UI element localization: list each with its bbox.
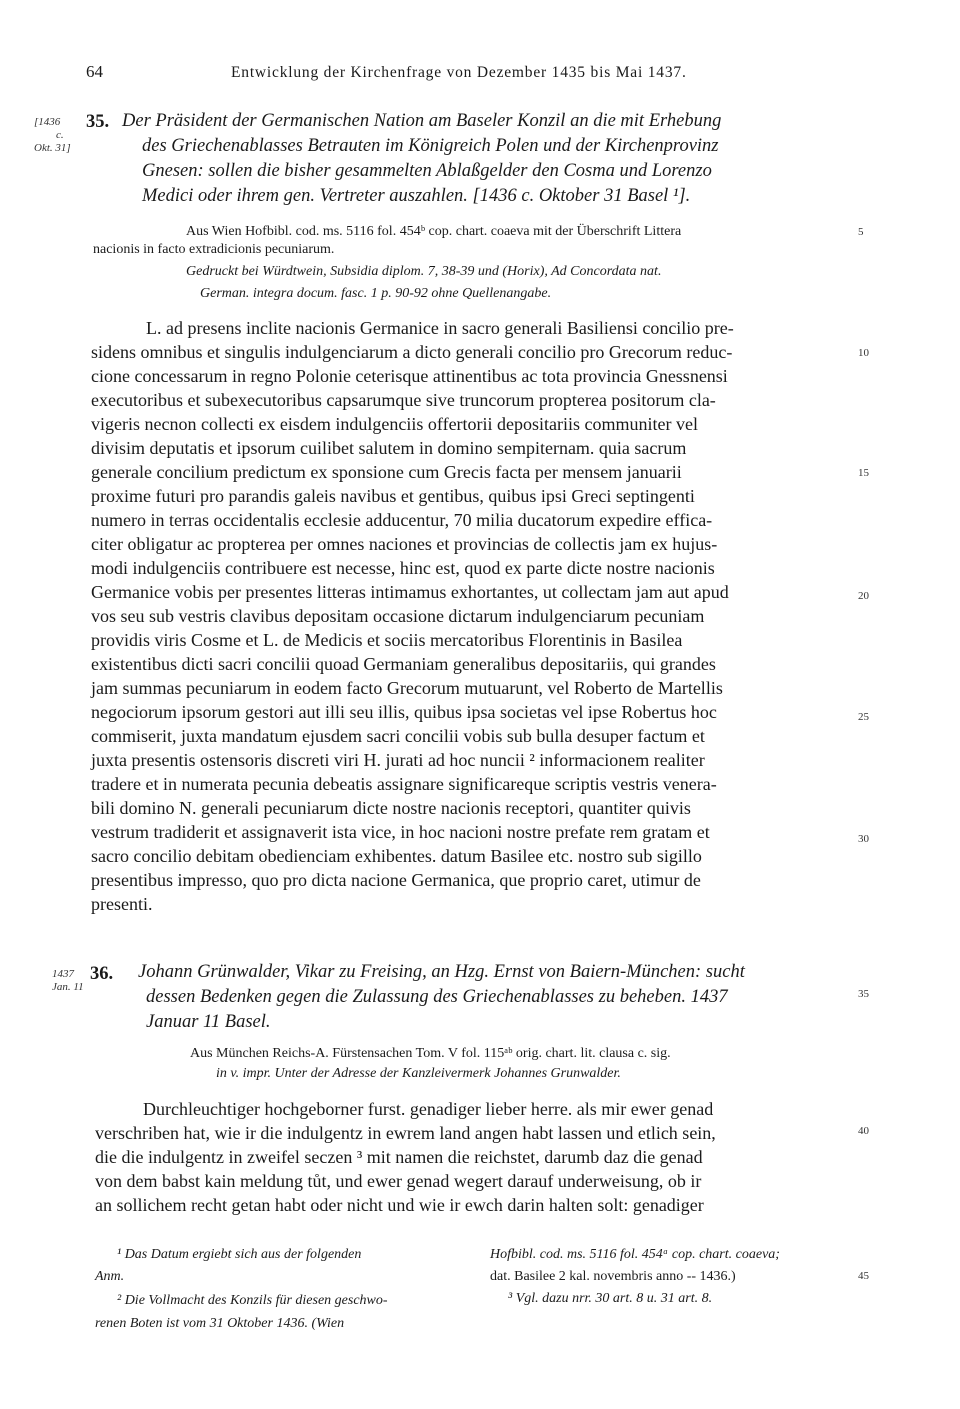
page-number: 64: [86, 62, 103, 81]
footnotes-left: ¹ Das Datum ergiebt sich aus der folgenden Anm. ² Die Vollmacht des Konzils für diesen geschwo- renen Boten ist vom 31 Oktober 1436. (Wien: [95, 1247, 388, 1331]
doc35-margin-date: [1436 c. Okt. 31]: [34, 116, 71, 154]
running-head: [0, 62, 960, 88]
doc36-number: 36.: [90, 964, 114, 984]
doc35-text: L. ad presens inclite nacionis Germanice in sacro generali Basiliensi concilio pre- sidens omnibus et singulis indulgenciarum a dicto generali concilio pro Grecorum reduc- cione concessarum in regno Polonie ceterisque attinentibus ac tota provincia Gnessnensi executoribus et subexecutoribus capsarumque sive truncorum propterea positorum cla- vigeris necnon collecti ex eisdem indulgenciis offertorii depositariis communiter vel divisim deputatis et ipsorum cuilibet salutem in domino sempiternam. quia sacrum generale concilium predictum ex sponsione cum Grecis facta per mensem januarii proxime futuri pro parandis galeis navibus et gentibus, quibus ipsi Greci septingenti numero in terras occidentalis ecclesie adducentur, 70 milia ducatorum expedire effica- citer obligatur ac propterea per omnes naciones et provincias de collectis jam ex hujus- modi indulgenciis contribuere est necesse, hinc est, quod ex parte dicte nostre nacionis Germanice vobis per presentes litteras intimamus exhortantes, ut collectam jam aut apud vos seu sub vestris clavibus depositam occasione dictarum indulgenciarum pecuniam providis viris Cosme et L. de Medicis et sociis mercatoribus Florentinis in Basilea existentibus dicti sacri concilii quoad Germaniam generalibus depositariis, qui grandes jam summas pecuniarum in eodem facto Grecorum mutuarunt, vel Roberto de Martellis negociorum ipsorum gestori aut illi seu illis, quibus ipsa societas vel ipse Robertus hoc commiserit, juxta mandatum ejusdem sacri concilii vobis sub bulla desuper factum et juxta presentis ostensoris discreti viri H. jurati ad hoc nuncii ² informacionem realiter tradere et in numerata pecunia debeatis assignare significareque scriptis vestris venera- bili domino N. generali pecuniarum dicte nostre nacionis receptori, quantiter quivis vestrum tradiderit et assignaverit ista vice, in hoc nacioni nostre prefate rem gratam et sacro concilio debitam obedienciam exhibentes. datum Basilee etc. nostro sub sigillo presentibus impresso, quo pro dicta nacione Germanica, que proprio caret, utimur de presenti.: [91, 318, 734, 914]
doc36-text: Durchleuchtiger hochgeborner furst. genadiger lieber herre. als mir ewer genad verschriben hat, wie ir die indulgentz in ewrem land angen habt lassen und etlich sein, die die indulgentz in zweifel seczen ³ mit namen die reichstet, darumb daz die genad von dem babst kain meldung tůt, und ewer genad wegert darauf underweisung, ob ir an sollichem recht getan habt oder nicht und wie ir ewch darin halten solt: genadiger: [95, 1099, 716, 1215]
doc35-source-note: Aus Wien Hofbibl. cod. ms. 5116 fol. 454ᵇ cop. chart. coaeva mit der Überschrift Littera nacionis in facto extradicionis pecuniarum. Gedruckt bei Würdtwein, Subsidia diplom. 7, 38-39 und (Horix), Ad Concordata nat. German. integra docum. fasc. 1 p. 90-92 ohne Quellenangabe.: [93, 224, 682, 301]
footnotes-right: Hofbibl. cod. ms. 5116 fol. 454ᵃ cop. chart. coaeva; dat. Basilee 2 kal. novembris anno -- 1436.) ³ Vgl. dazu nrr. 30 art. 8 u. 31 art. 8.: [490, 1247, 780, 1306]
doc36-source-note: Aus München Reichs-A. Fürstensachen Tom. V fol. 115ᵃᵇ orig. chart. lit. clausa c. sig. in v. impr. Unter der Adresse der Kanzleivermerk Johannes Grunwalder.: [190, 1046, 671, 1081]
running-title: Entwicklung der Kirchenfrage von Dezember 1435 bis Mai 1437.: [231, 64, 687, 81]
doc36-heading: Johann Grünwalder, Vikar zu Freising, an Hzg. Ernst von Baiern-München: sucht dessen Bedenken gegen die Zulassung des Griechenablasses zu beheben. 1437 Januar 11 Basel.: [138, 962, 745, 1032]
doc35-number: 35.: [86, 112, 110, 132]
doc35-heading: Der Präsident der Germanischen Nation am Baseler Konzil an die mit Erhebung des Griechenablasses Betrauten im Königreich Polen und der Kirchenprovinz Gnesen: sollen die bisher gesammelten Ablaßgelder den Cosma und Lorenzo Medici oder ihrem gen. Vertreter auszahlen. [1436 c. Oktober 31 Basel ¹].: [122, 111, 722, 206]
doc36-margin-date: 1437 Jan. 11: [52, 968, 84, 993]
